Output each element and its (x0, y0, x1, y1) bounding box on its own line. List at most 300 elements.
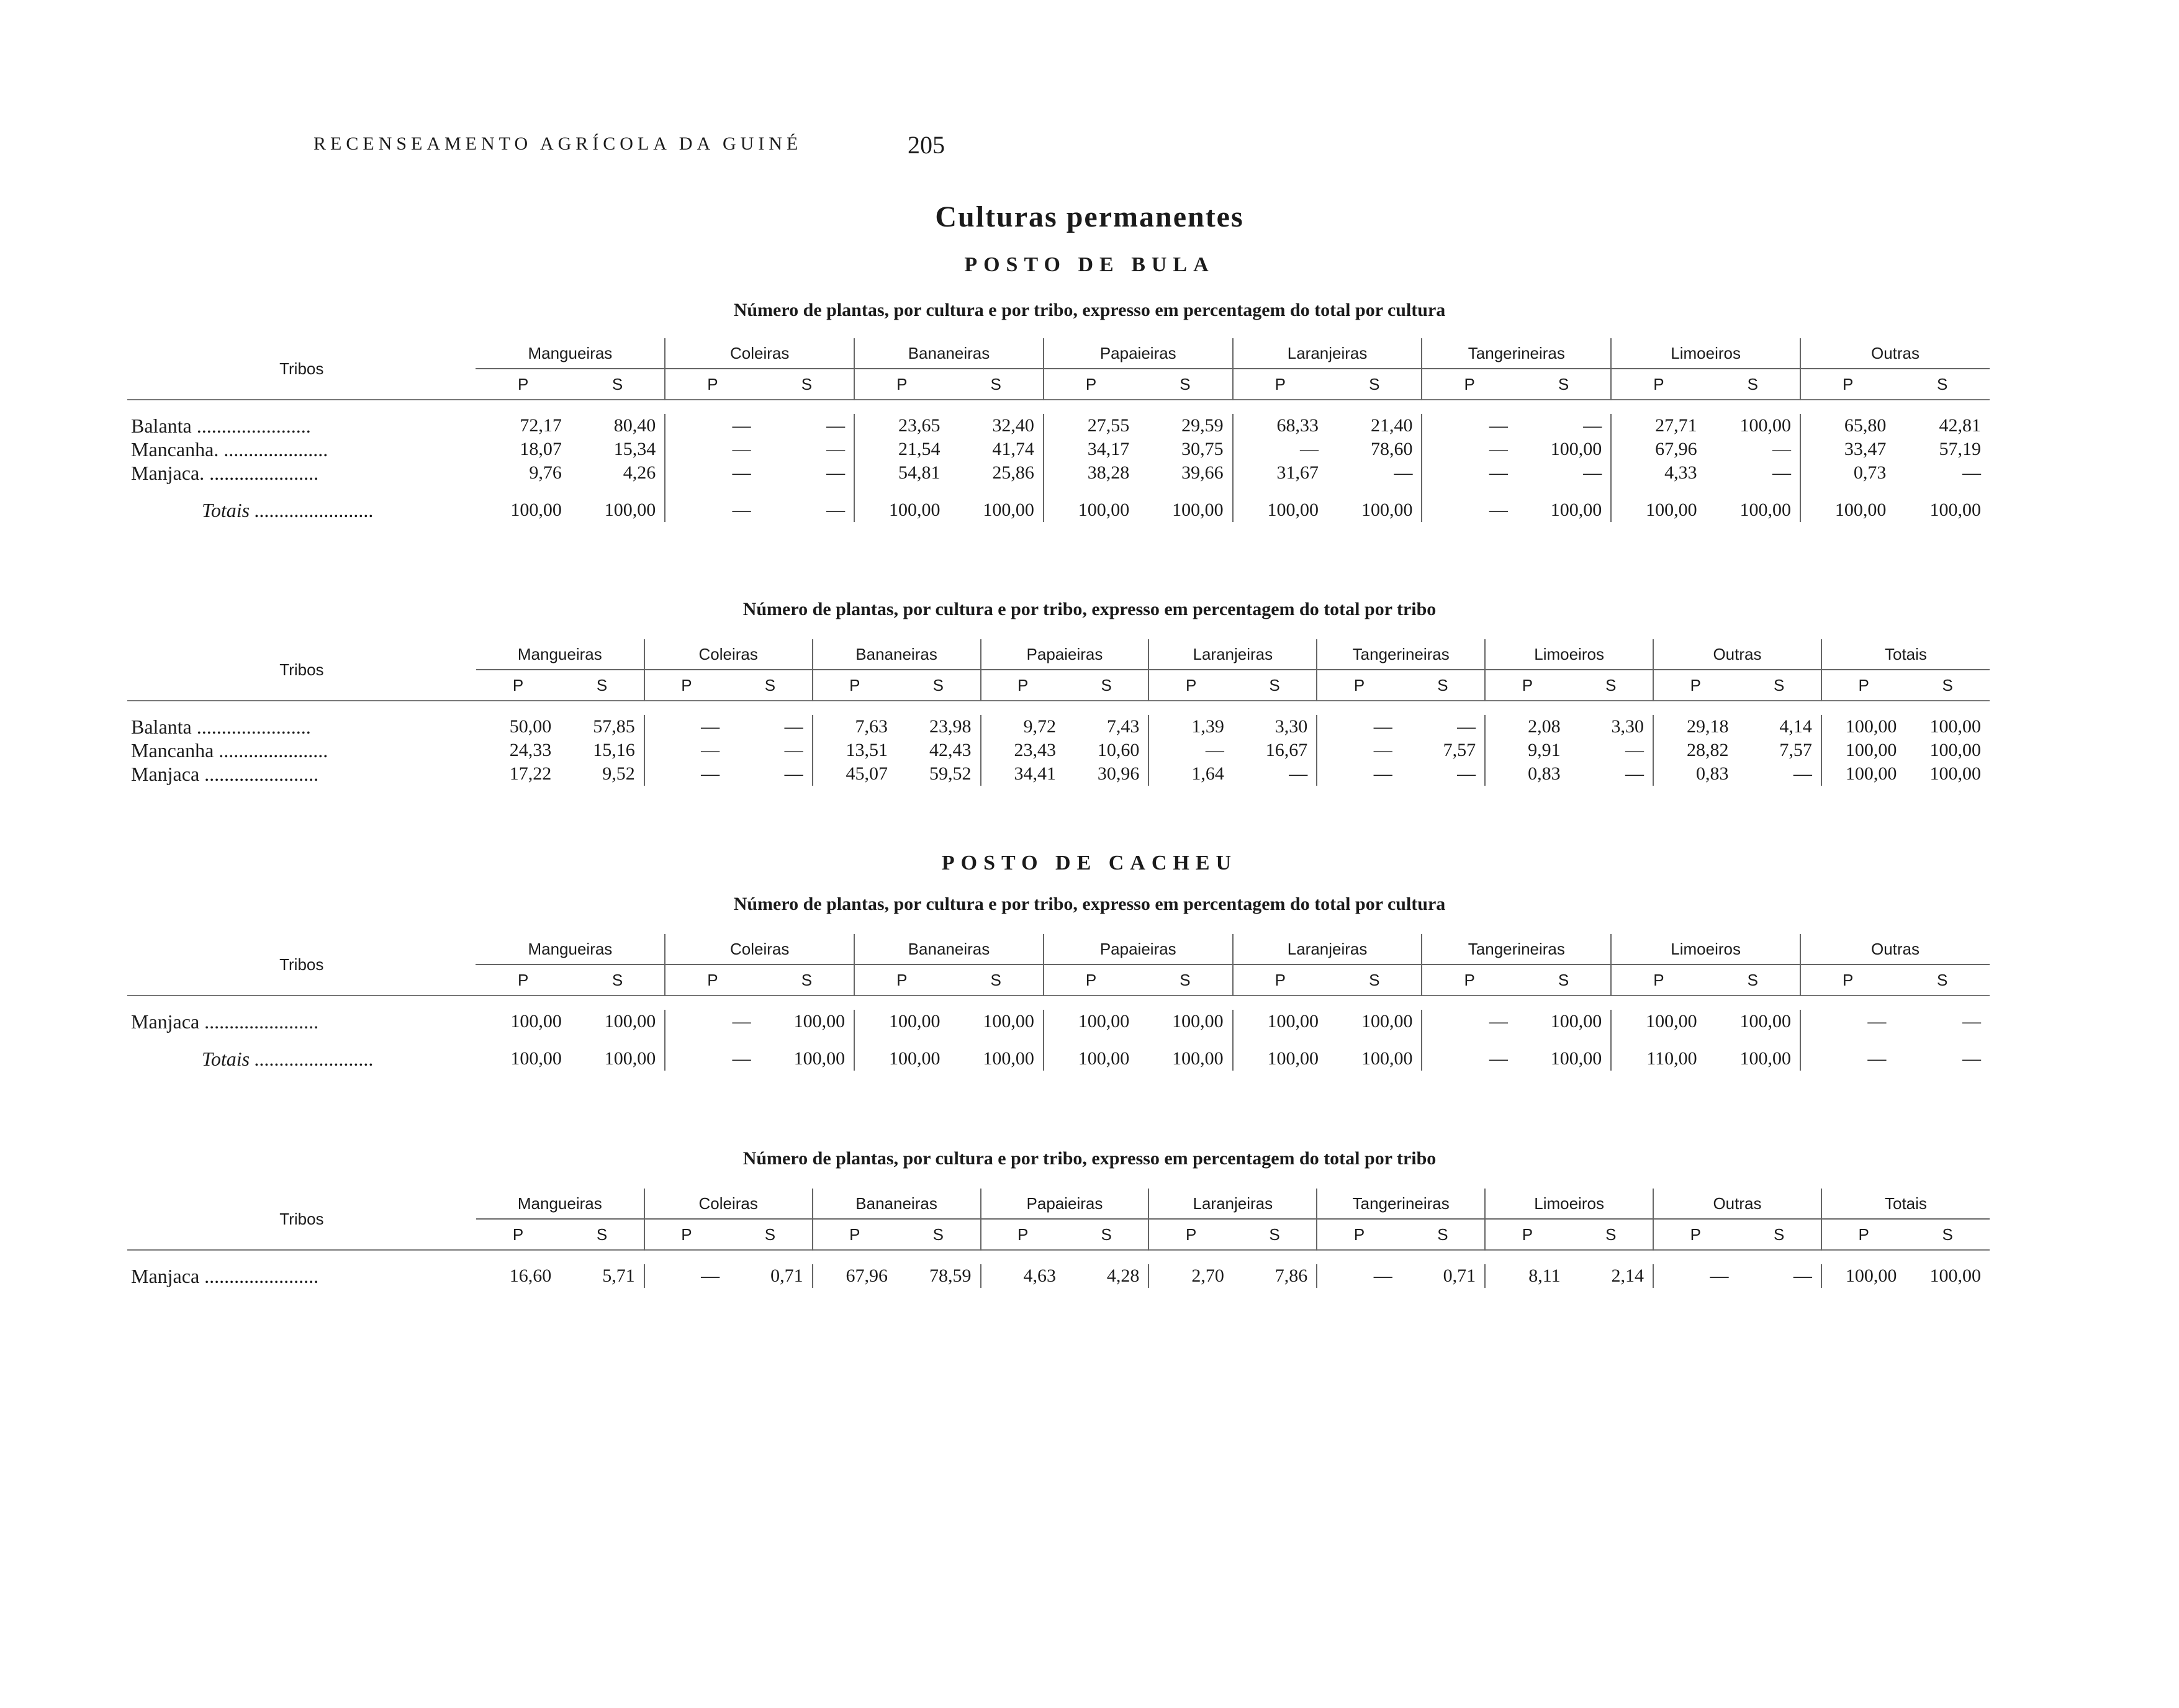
table-cell: 33,47 (1800, 438, 1895, 461)
table-cell: 7,86 (1274, 1265, 1308, 1286)
table-row (127, 739, 1990, 762)
table-cell: 100,00 (1361, 1048, 1413, 1069)
table-cell: 45,07 (813, 762, 896, 786)
table-cell: 4,33 (1611, 461, 1705, 485)
row-label: Balanta ....................... (131, 715, 311, 738)
table-cell: 7,57 (1443, 740, 1476, 760)
table-cell: 0,83 (1485, 762, 1569, 786)
table-cell: 100,00 (604, 500, 656, 520)
table-cell: 68,33 (1233, 414, 1327, 438)
subcolumn-header: P (981, 1219, 1065, 1250)
table-cell: 23,65 (854, 414, 949, 438)
table-cell: 100,00 (510, 1011, 562, 1032)
table-cell: 5,71 (602, 1265, 635, 1286)
subcolumn-header: P (1485, 1219, 1569, 1250)
table-cell: — (1800, 1033, 1895, 1071)
table-cell: 2,08 (1485, 715, 1569, 739)
table-cell: — (784, 740, 803, 760)
table-cell: — (784, 716, 803, 737)
subcolumn-header: S (560, 670, 644, 701)
table-header-row (127, 639, 1990, 670)
subcolumn-header: P (644, 1219, 728, 1250)
table-row (127, 438, 1990, 461)
subcolumn-header: P (1653, 670, 1737, 701)
column-group-header: Papaieiras (1044, 338, 1233, 369)
subcolumn-header: S (760, 964, 854, 996)
table-cell: 2,14 (1611, 1265, 1644, 1286)
table-cell: 100,00 (1044, 485, 1138, 522)
subcolumn-header: P (1821, 670, 1905, 701)
subcolumn-header: P (476, 670, 560, 701)
table-cell: 3,30 (1274, 716, 1308, 737)
table-cell: 7,43 (1106, 716, 1140, 737)
column-group-header: Tangerineiras (1317, 639, 1485, 670)
subcolumn-header: S (896, 1219, 980, 1250)
table-cell: 42,81 (1939, 415, 1981, 436)
table-cell: 100,00 (1929, 740, 1981, 760)
table-cell: 57,19 (1939, 439, 1981, 459)
table-spacer (127, 400, 1990, 414)
table-subtitle: Número de plantas, por cultura e por tribo, expresso em percentagem do total por cultura (733, 894, 1446, 914)
table-cell: 100,00 (1929, 1265, 1981, 1286)
table-cell: 13,51 (813, 739, 896, 762)
column-group-header: Mangueiras (528, 939, 613, 958)
table-cell: 16,67 (1265, 740, 1308, 760)
table-cell: 41,74 (992, 439, 1034, 459)
table-cell: 100,00 (1739, 415, 1792, 436)
subcolumn-header: P (1422, 369, 1516, 400)
table-cell: — (1148, 739, 1232, 762)
column-group-header: Bananeiras (813, 1189, 981, 1219)
table-cell: — (1457, 716, 1476, 737)
subcolumn-header: P (854, 964, 949, 996)
table-cell: — (1394, 462, 1413, 483)
column-group-header: Coleiras (644, 1189, 813, 1219)
table-cell: — (1793, 1265, 1812, 1286)
subcolumn-header: P (665, 369, 759, 400)
totals-row (127, 1033, 1990, 1071)
table-cell: 100,00 (1821, 715, 1905, 739)
subcolumn-header: P (1611, 369, 1705, 400)
column-header-tribos: Tribos (279, 1209, 324, 1228)
table-cell: 9,52 (602, 763, 635, 784)
table-cell: 4,26 (623, 462, 656, 483)
table-cell: 100,00 (1611, 485, 1705, 522)
subcolumn-header: S (1233, 670, 1317, 701)
table-cell: — (1317, 715, 1401, 739)
table-row (127, 762, 1990, 786)
table-cell: 100,00 (854, 1033, 949, 1071)
subcolumn-header: P (1800, 964, 1895, 996)
table-cell: 18,07 (520, 439, 562, 459)
subcolumn-header: S (1065, 1219, 1148, 1250)
column-group-header: Coleiras (665, 338, 854, 369)
table-cell: 100,00 (1233, 1010, 1327, 1033)
column-group-header: Outras (1800, 934, 1990, 964)
table-cell: 23,43 (981, 739, 1065, 762)
column-group-header: Bananeiras (854, 934, 1044, 964)
table-cell: — (1457, 763, 1476, 784)
table-cell: — (1772, 462, 1792, 483)
row-label: Mancanha ...................... (131, 739, 328, 762)
subcolumn-header: S (571, 369, 665, 400)
table-cell: 42,43 (929, 740, 972, 760)
column-group-header: Laranjeiras (1148, 639, 1317, 670)
table-cell: 7,63 (813, 715, 896, 739)
subcolumn-header: S (1517, 964, 1611, 996)
table-cell: — (1583, 415, 1602, 436)
table-cell: 100,00 (1233, 485, 1327, 522)
table-cell: 31,67 (1233, 461, 1327, 485)
table-cell: 1,39 (1148, 715, 1232, 739)
row-label: Mancanha. ..................... (131, 438, 328, 461)
subcolumn-header: P (1044, 369, 1138, 400)
data-table-cacheu-por-cultura (127, 934, 1990, 1071)
table-cell: — (1422, 414, 1516, 438)
table-cell: 80,40 (613, 415, 656, 436)
table-cell: 100,00 (793, 1011, 846, 1032)
subcolumn-header: S (1401, 1219, 1485, 1250)
table-cell: 0,71 (770, 1265, 803, 1286)
table-cell: 30,96 (1097, 763, 1140, 784)
table-cell: 100,00 (604, 1011, 656, 1032)
subcolumn-header: P (665, 964, 759, 996)
table-row (127, 414, 1990, 438)
table-subtitle: Número de plantas, por cultura e por tribo, expresso em percentagem do total por cultura (733, 300, 1446, 320)
table-cell: — (826, 462, 846, 483)
table-cell: 57,85 (593, 716, 635, 737)
table-cell: 32,40 (992, 415, 1034, 436)
table-spacer (127, 701, 1990, 715)
subcolumn-header: P (1800, 369, 1895, 400)
subcolumn-header: P (1317, 670, 1401, 701)
table-cell: 100,00 (604, 1048, 656, 1069)
table-cell: — (1793, 763, 1812, 784)
table-cell: 100,00 (1821, 762, 1905, 786)
subcolumn-header: P (1422, 964, 1516, 996)
subcolumn-header: S (896, 670, 980, 701)
table-cell: 27,55 (1044, 414, 1138, 438)
subcolumn-header: P (1148, 1219, 1232, 1250)
table-cell: 4,28 (1106, 1265, 1140, 1286)
subcolumn-header: S (1706, 964, 1800, 996)
subcolumn-header: S (1138, 369, 1232, 400)
table-cell: — (665, 438, 759, 461)
subcolumn-header: P (981, 670, 1065, 701)
table-cell: 7,57 (1779, 740, 1812, 760)
table-cell: 15,34 (613, 439, 656, 459)
column-group-header: Limoeiros (1485, 1189, 1653, 1219)
table-cell: — (1962, 1048, 1981, 1069)
subcolumn-header: P (813, 670, 896, 701)
table-cell: — (1289, 763, 1308, 784)
subcolumn-header: P (1653, 1219, 1737, 1250)
table-cell: 9,72 (981, 715, 1065, 739)
row-label: Manjaca ....................... (131, 1010, 319, 1033)
column-group-header: Coleiras (665, 934, 854, 964)
table-cell: 100,00 (1550, 1011, 1602, 1032)
subcolumn-header: P (644, 670, 728, 701)
row-label: Manjaca ....................... (131, 1264, 319, 1287)
table-cell: — (826, 439, 846, 459)
table-cell: — (665, 485, 759, 522)
table-cell: — (826, 415, 846, 436)
subcolumn-header: P (1611, 964, 1705, 996)
subcolumn-header: S (560, 1219, 644, 1250)
table-cell: 100,00 (983, 1048, 1034, 1069)
table-cell: — (644, 739, 728, 762)
table-cell: — (1422, 1010, 1516, 1033)
table-cell: 0,71 (1443, 1265, 1476, 1286)
table-cell: 100,00 (1550, 500, 1602, 520)
totals-row (127, 485, 1990, 522)
table-cell: — (665, 1033, 759, 1071)
table-cell: 23,98 (929, 716, 972, 737)
table-cell: 59,52 (929, 763, 972, 784)
section-title-bula: POSTO DE BULA (964, 253, 1215, 276)
table-header-row (127, 934, 1990, 964)
table-cell: 2,70 (1148, 1264, 1232, 1288)
table-cell: 78,60 (1370, 439, 1413, 459)
table-cell: 9,91 (1485, 739, 1569, 762)
table-cell: 100,00 (1821, 739, 1905, 762)
table-row (127, 1264, 1990, 1288)
table-cell: 100,00 (1044, 1010, 1138, 1033)
table-cell: — (665, 1010, 759, 1033)
subcolumn-header: S (1706, 369, 1800, 400)
data-table-bula-por-tribo (127, 639, 1990, 786)
subcolumn-header: S (728, 1219, 812, 1250)
subcolumn-header: S (949, 964, 1043, 996)
table-cell: 65,80 (1800, 414, 1895, 438)
column-group-header: Totais (1821, 1189, 1990, 1219)
column-group-header: Outras (1800, 338, 1990, 369)
column-group-header: Laranjeiras (1233, 934, 1422, 964)
subcolumn-header: P (854, 369, 949, 400)
subcolumn-header: P (1233, 369, 1327, 400)
column-group-header: Outras (1653, 639, 1821, 670)
table-cell: 78,59 (929, 1265, 972, 1286)
subcolumn-header: S (1327, 369, 1422, 400)
table-cell: 39,66 (1181, 462, 1224, 483)
running-header: RECENSEAMENTO AGRÍCOLA DA GUINÉ (314, 133, 803, 154)
table-cell: 100,00 (1550, 439, 1602, 459)
table-cell: 100,00 (1739, 500, 1792, 520)
page-number: 205 (908, 131, 945, 159)
column-group-header: Tangerineiras (1317, 1189, 1485, 1219)
subcolumn-header: P (476, 369, 570, 400)
subcolumn-header: S (949, 369, 1043, 400)
table-cell: — (1422, 461, 1516, 485)
table-cell: 10,60 (1097, 740, 1140, 760)
row-label: Manjaca ....................... (131, 762, 319, 785)
table-cell: — (644, 1264, 728, 1288)
table-row (127, 461, 1990, 485)
column-group-header: Limoeiros (1611, 338, 1800, 369)
table-spacer (127, 1250, 1990, 1264)
table-cell: 100,00 (1361, 1011, 1413, 1032)
subcolumn-header: S (1327, 964, 1422, 996)
table-cell: 100,00 (1172, 1048, 1224, 1069)
table-cell: 100,00 (854, 485, 949, 522)
column-header-tribos: Tribos (279, 359, 324, 378)
table-cell: 9,76 (529, 462, 562, 483)
subcolumn-header: S (1065, 670, 1148, 701)
subcolumn-header: S (1138, 964, 1232, 996)
table-cell: 100,00 (1739, 1048, 1792, 1069)
table-cell: — (784, 763, 803, 784)
table-cell: — (1317, 762, 1401, 786)
data-table-bula-por-cultura (127, 338, 1990, 522)
column-group-header: Laranjeiras (1148, 1189, 1317, 1219)
column-group-header: Bananeiras (813, 639, 981, 670)
column-group-header: Tangerineiras (1422, 338, 1611, 369)
table-cell: 100,00 (1233, 1033, 1327, 1071)
table-cell: — (1317, 739, 1401, 762)
table-cell: — (1422, 1033, 1516, 1071)
table-cell: — (1653, 1264, 1737, 1288)
subcolumn-header: P (1317, 1219, 1401, 1250)
subcolumn-header: S (1569, 1219, 1653, 1250)
table-cell: 54,81 (854, 461, 949, 485)
subcolumn-header: S (1569, 670, 1653, 701)
subcolumn-header: S (1905, 670, 1990, 701)
subcolumn-header: S (728, 670, 812, 701)
row-label: Balanta ....................... (131, 414, 311, 437)
subcolumn-header: P (476, 964, 570, 996)
column-group-header: Mangueiras (528, 343, 613, 362)
subcolumn-header: P (1044, 964, 1138, 996)
table-cell: — (1772, 439, 1792, 459)
table-cell: 15,16 (593, 740, 635, 760)
column-group-header: Outras (1653, 1189, 1821, 1219)
column-group-header: Laranjeiras (1233, 338, 1422, 369)
subcolumn-header: S (1517, 369, 1611, 400)
table-cell: — (644, 762, 728, 786)
column-group-header: Papaieiras (981, 639, 1149, 670)
table-cell: — (826, 500, 846, 520)
table-cell: 100,00 (793, 1048, 846, 1069)
column-group-header: Limoeiros (1611, 934, 1800, 964)
subcolumn-header: P (1485, 670, 1569, 701)
subcolumn-header: S (1401, 670, 1485, 701)
subcolumn-header: S (760, 369, 854, 400)
row-label: Totais ........................ (202, 498, 374, 521)
table-row (127, 715, 1990, 739)
subcolumn-header: P (476, 1219, 560, 1250)
column-group-header: Mangueiras (517, 644, 602, 663)
table-cell: 28,82 (1653, 739, 1737, 762)
table-cell: 67,96 (1611, 438, 1705, 461)
column-group-header: Limoeiros (1485, 639, 1653, 670)
table-cell: 100,00 (510, 1048, 562, 1069)
subcolumn-header: S (1233, 1219, 1317, 1250)
table-cell: — (1625, 763, 1644, 784)
table-cell: 100,00 (1800, 485, 1895, 522)
table-cell: — (1422, 485, 1516, 522)
table-cell: — (644, 715, 728, 739)
table-cell: 29,18 (1653, 715, 1737, 739)
subcolumn-header: S (1895, 964, 1990, 996)
row-label: Manjaca. ...................... (131, 461, 319, 484)
table-cell: 34,41 (981, 762, 1065, 786)
column-group-header: Tangerineiras (1422, 934, 1611, 964)
table-header-row (127, 338, 1990, 369)
table-cell: 100,00 (1044, 1033, 1138, 1071)
table-cell: 30,75 (1181, 439, 1224, 459)
table-cell: — (665, 414, 759, 438)
table-cell: 72,17 (520, 415, 562, 436)
table-row (127, 1010, 1990, 1033)
subcolumn-header: P (1821, 1219, 1905, 1250)
table-cell: 100,00 (510, 500, 562, 520)
table-cell: 100,00 (983, 1011, 1034, 1032)
section-title-cacheu: POSTO DE CACHEU (941, 852, 1238, 874)
column-group-header: Totais (1821, 639, 1990, 670)
table-cell: — (1962, 462, 1981, 483)
table-cell: 27,71 (1611, 414, 1705, 438)
subcolumn-header: P (1233, 964, 1327, 996)
row-label: Totais ........................ (202, 1047, 374, 1070)
table-cell: — (1962, 1011, 1981, 1032)
table-cell: 3,30 (1611, 716, 1644, 737)
column-header-tribos: Tribos (279, 660, 324, 679)
table-cell: 4,63 (981, 1264, 1065, 1288)
table-cell: 1,64 (1148, 762, 1232, 786)
table-cell: 0,83 (1653, 762, 1737, 786)
table-subtitle: Número de plantas, por cultura e por tribo, expresso em percentagem do total por tribo (742, 599, 1437, 619)
table-cell: 0,73 (1800, 461, 1895, 485)
table-cell: 38,28 (1044, 461, 1138, 485)
column-group-header: Mangueiras (517, 1193, 602, 1213)
table-cell: 100,00 (1361, 500, 1413, 520)
table-cell: — (1583, 462, 1602, 483)
table-cell: 21,54 (854, 438, 949, 461)
table-header-row (127, 1189, 1990, 1219)
table-cell: 100,00 (1739, 1011, 1792, 1032)
table-cell: 110,00 (1611, 1033, 1705, 1071)
table-cell: 100,00 (1929, 716, 1981, 737)
table-cell: 100,00 (1172, 500, 1224, 520)
subcolumn-header: S (1905, 1219, 1990, 1250)
column-group-header: Papaieiras (981, 1189, 1149, 1219)
table-cell: — (1625, 740, 1644, 760)
table-cell: — (1800, 1010, 1895, 1033)
page-title: Culturas permanentes (935, 200, 1244, 233)
table-cell: 100,00 (983, 500, 1034, 520)
column-header-tribos: Tribos (279, 955, 324, 974)
data-table-cacheu-por-tribo (127, 1189, 1990, 1288)
table-cell: 24,33 (509, 740, 552, 760)
table-cell: 29,59 (1181, 415, 1224, 436)
table-cell: 17,22 (509, 763, 552, 784)
table-cell: 8,11 (1485, 1264, 1569, 1288)
table-cell: — (1317, 1264, 1401, 1288)
table-cell: 100,00 (854, 1010, 949, 1033)
subcolumn-header: P (1148, 670, 1232, 701)
table-cell: 100,00 (1929, 763, 1981, 784)
table-cell: — (1233, 438, 1327, 461)
table-cell: 50,00 (509, 716, 552, 737)
table-cell: 100,00 (1821, 1264, 1905, 1288)
table-cell: 67,96 (813, 1264, 896, 1288)
subcolumn-header: S (1737, 1219, 1821, 1250)
table-cell: 100,00 (1550, 1048, 1602, 1069)
table-cell: 100,00 (1172, 1011, 1224, 1032)
subcolumn-header: S (1737, 670, 1821, 701)
table-cell: 16,60 (509, 1265, 552, 1286)
table-cell: 21,40 (1370, 415, 1413, 436)
